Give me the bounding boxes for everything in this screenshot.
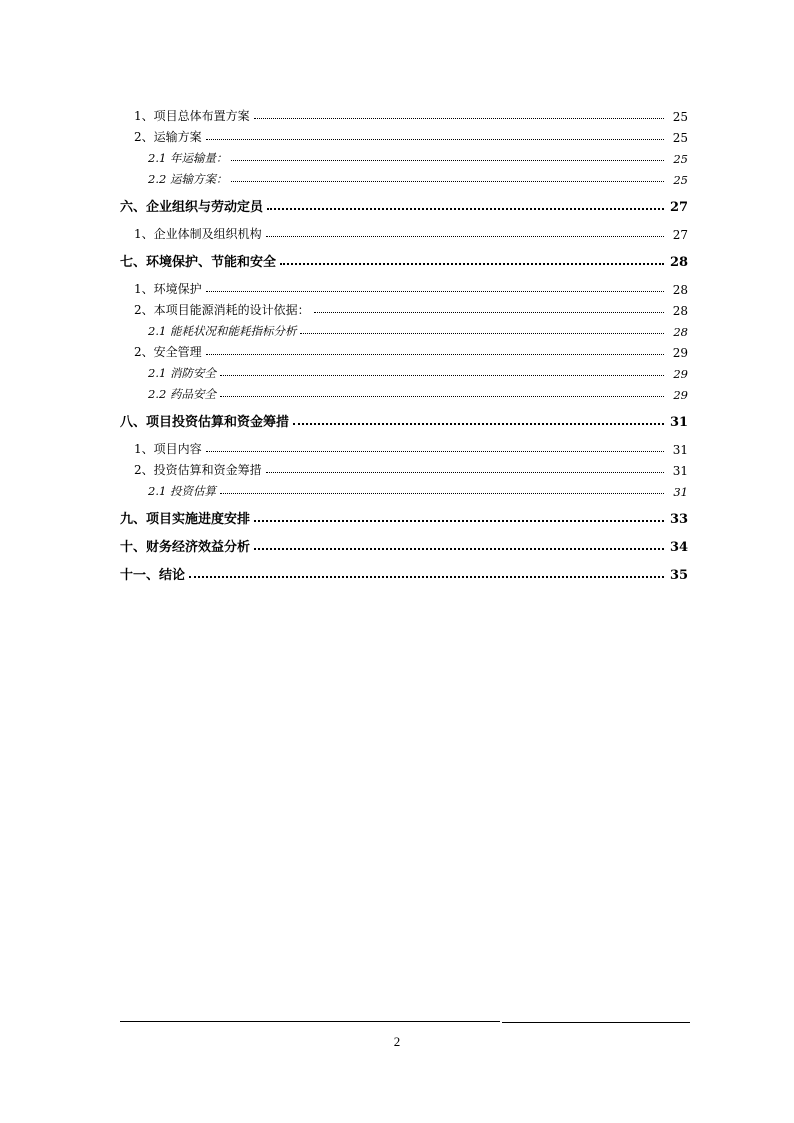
dot-leader	[206, 353, 664, 355]
toc-entry-page: 25	[672, 110, 688, 124]
toc-entry-page: 25	[673, 173, 688, 187]
toc-entry-page: 28	[672, 304, 688, 318]
toc-entry-page: 28	[670, 255, 689, 270]
dot-leader	[314, 311, 664, 313]
dot-leader	[280, 262, 664, 265]
dot-leader	[206, 138, 664, 140]
dot-leader	[266, 235, 664, 237]
toc-entry[interactable]	[120, 339, 688, 360]
toc-entry[interactable]	[120, 250, 688, 270]
toc-entry-page: 27	[672, 228, 688, 242]
dot-leader	[231, 180, 664, 182]
toc-entry-title: 1、项目总体布置方案	[134, 109, 250, 123]
toc-entry[interactable]	[120, 124, 688, 145]
toc-entry[interactable]	[120, 507, 688, 527]
toc-entry[interactable]	[120, 103, 688, 124]
toc-entry-title: 2、运输方案	[134, 130, 202, 144]
toc-entry[interactable]	[120, 195, 688, 215]
toc-entry-page: 29	[673, 388, 688, 402]
toc-entry[interactable]	[120, 276, 688, 297]
toc-entry[interactable]	[120, 166, 688, 187]
toc-entry[interactable]	[120, 360, 688, 381]
toc-entry-page: 29	[672, 346, 688, 360]
dot-leader	[206, 290, 664, 292]
dot-leader	[254, 519, 664, 522]
toc-entry-title: 2.1 消防安全	[148, 366, 216, 380]
dot-leader	[231, 159, 664, 161]
footer-divider	[502, 1022, 690, 1023]
dot-leader	[266, 471, 664, 473]
toc-entry-page: 35	[670, 568, 689, 583]
toc-entry-title: 十、财务经济效益分析	[120, 540, 251, 555]
dot-leader	[267, 207, 664, 210]
toc-entry[interactable]	[120, 457, 688, 478]
toc-entry[interactable]	[120, 145, 688, 166]
table-of-contents	[120, 103, 688, 589]
toc-entry-page: 29	[673, 367, 688, 381]
toc-entry[interactable]	[120, 563, 688, 583]
toc-entry-title: 2、安全管理	[134, 345, 202, 359]
footer-divider	[120, 1021, 500, 1022]
toc-entry-page: 33	[670, 512, 689, 527]
dot-leader	[220, 492, 664, 494]
dot-leader	[220, 395, 664, 397]
toc-entry[interactable]	[120, 318, 688, 339]
dot-leader	[293, 422, 664, 425]
toc-entry-title: 1、项目内容	[134, 442, 202, 456]
toc-entry-title: 八、项目投资估算和资金筹措	[120, 415, 290, 430]
toc-entry[interactable]	[120, 410, 688, 430]
toc-entry[interactable]	[120, 535, 688, 555]
toc-entry[interactable]	[120, 221, 688, 242]
toc-entry-title: 九、项目实施进度安排	[120, 512, 251, 527]
toc-entry-page: 25	[673, 152, 688, 166]
toc-entry-title: 1、环境保护	[134, 282, 202, 296]
toc-entry-page: 31	[672, 443, 688, 457]
dot-leader	[189, 575, 664, 578]
toc-entry-title: 2.1 投资估算	[148, 484, 216, 498]
toc-entry-title: 1、企业体制及组织机构	[134, 227, 262, 241]
toc-entry-title: 2.1 能耗状况和能耗指标分析	[148, 324, 297, 338]
toc-entry-title: 2.2 药品安全	[148, 387, 216, 401]
toc-entry-page: 28	[672, 283, 688, 297]
toc-entry-title: 2、投资估算和资金筹措	[134, 463, 262, 477]
toc-entry-title: 七、环境保护、节能和安全	[120, 255, 277, 270]
toc-entry-page: 31	[672, 464, 688, 478]
dot-leader	[254, 117, 664, 119]
toc-entry-page: 31	[673, 485, 688, 499]
dot-leader	[300, 332, 664, 334]
toc-entry[interactable]	[120, 478, 688, 499]
toc-entry-title: 2、本项目能源消耗的设计依据：	[134, 303, 310, 317]
toc-entry[interactable]	[120, 436, 688, 457]
toc-entry-page: 25	[672, 131, 688, 145]
page-number: 2	[393, 1034, 401, 1049]
toc-entry[interactable]	[120, 297, 688, 318]
toc-entry-page: 28	[673, 325, 688, 339]
toc-entry[interactable]	[120, 381, 688, 402]
dot-leader	[206, 450, 664, 452]
toc-entry-page: 34	[670, 540, 689, 555]
toc-entry-page: 27	[670, 200, 689, 215]
toc-entry-title: 六、企业组织与劳动定员	[120, 200, 264, 215]
toc-entry-title: 2.2 运输方案：	[148, 172, 228, 186]
dot-leader	[254, 547, 664, 550]
toc-entry-page: 31	[670, 415, 689, 430]
toc-entry-title: 2.1 年运输量：	[148, 151, 228, 165]
dot-leader	[220, 374, 664, 376]
toc-entry-title: 十一、结论	[120, 568, 186, 583]
